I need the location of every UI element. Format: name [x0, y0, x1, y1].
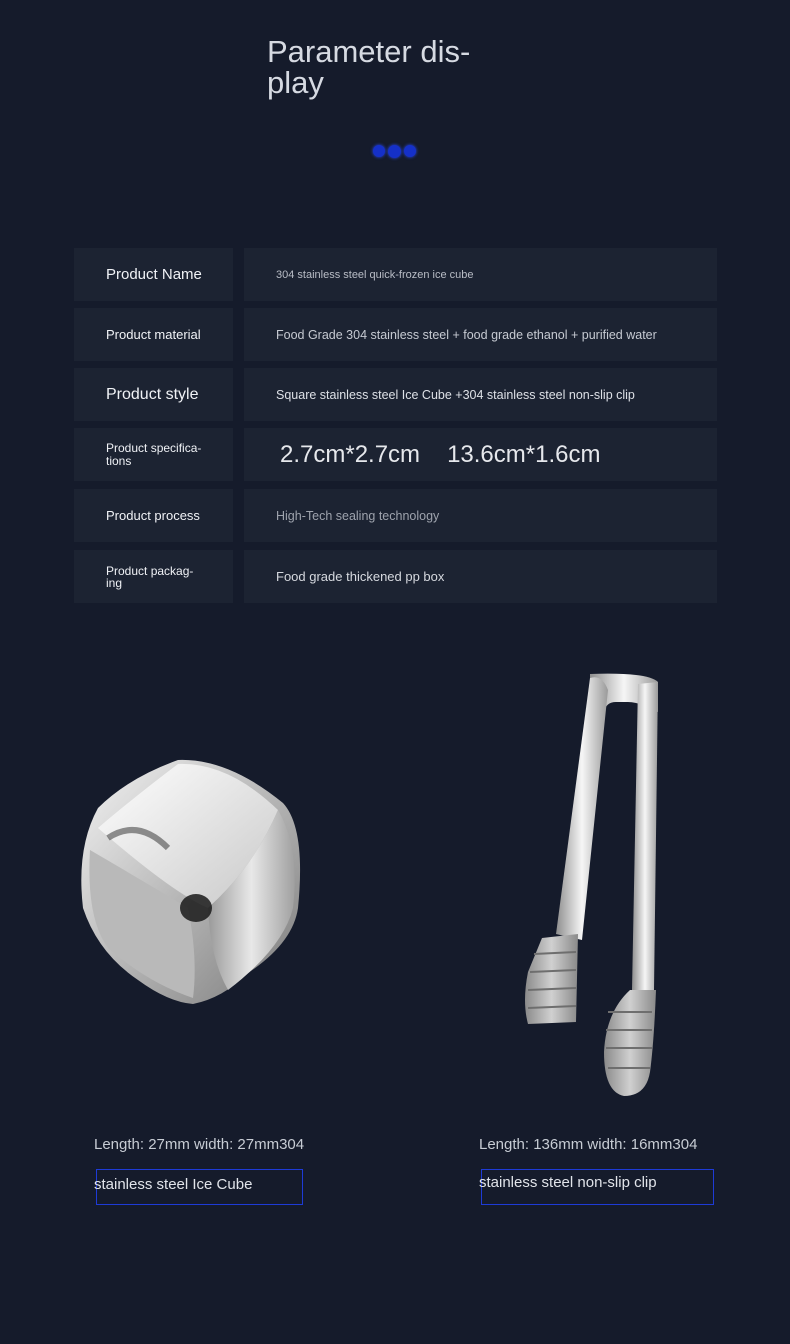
param-value: Square stainless steel Ice Cube +304 stainless steel non-slip clip — [244, 368, 717, 421]
clip-dimensions: Length: 136mm width: 16mm304 — [479, 1136, 698, 1153]
clip-name: stainless steel non-slip clip — [479, 1174, 657, 1191]
param-label: Product style — [74, 368, 233, 421]
param-value: 304 stainless steel quick-frozen ice cube — [244, 248, 717, 301]
param-label: Product Name — [74, 248, 233, 301]
cube-dimensions: Length: 27mm width: 27mm304 — [94, 1136, 305, 1153]
param-label: Product specifica- tions — [74, 428, 233, 481]
spec-cube: 2.7cm*2.7cm — [280, 440, 421, 468]
param-row-material — [74, 308, 717, 361]
non-slip-clip-image — [520, 672, 662, 1100]
param-value: Food Grade 304 stainless steel + food grade ethanol + purified water — [244, 308, 717, 361]
param-row-style — [74, 368, 717, 421]
spec-clip: 13.6cm*1.6cm — [447, 440, 601, 468]
dot-indicator — [373, 145, 385, 157]
param-value: High-Tech sealing technology — [244, 489, 717, 542]
page-title — [267, 36, 507, 98]
pagination-dots — [373, 145, 416, 158]
param-value: Food grade thickened pp box — [244, 550, 717, 603]
param-label: Product material — [74, 308, 233, 361]
param-label: Product packag- ing — [74, 550, 233, 603]
dot-indicator — [404, 145, 416, 157]
cube-name: stainless steel Ice Cube — [94, 1176, 253, 1193]
param-value — [244, 428, 717, 481]
param-label: Product process — [74, 489, 233, 542]
ice-cube-image — [78, 758, 302, 1006]
dot-indicator — [388, 145, 401, 158]
page-title-text: Parameter dis- play — [267, 34, 471, 100]
param-row-spec — [74, 428, 717, 481]
param-row-process — [74, 489, 717, 542]
param-row-name — [74, 248, 717, 301]
param-row-packaging — [74, 550, 717, 603]
